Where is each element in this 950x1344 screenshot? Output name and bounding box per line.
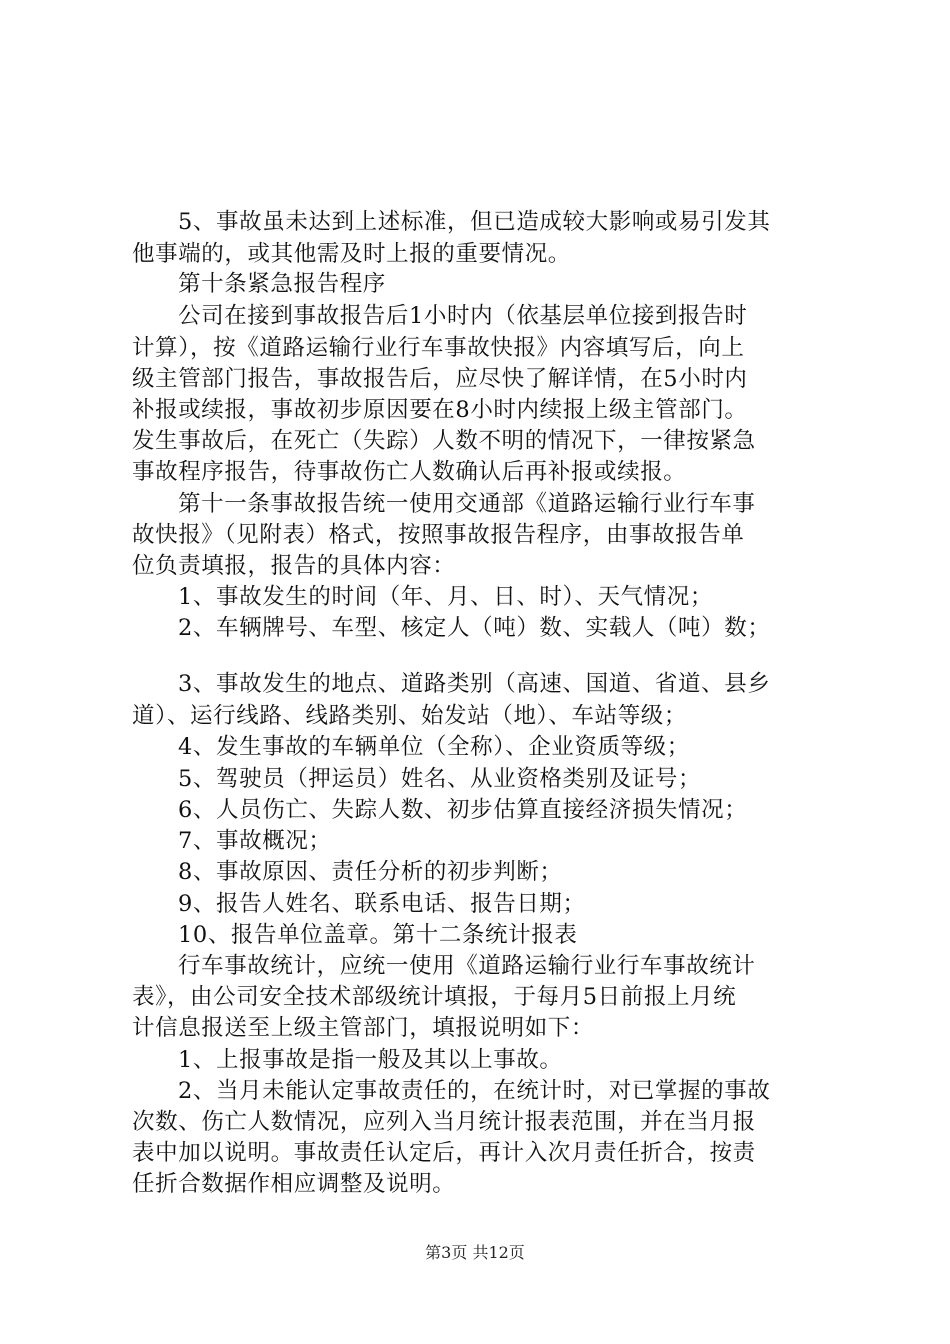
text-line: 故快报》（见附表）格式，按照事故报告程序，由事故报告单 xyxy=(132,522,745,548)
list-item: 5、驾驶员（押运员）姓名、从业资格类别及证号； xyxy=(178,766,702,792)
list-item: 7、事故概况； xyxy=(178,828,332,854)
text-line: 计算），按《道路运输行业行车事故快报》内容填写后，向上 xyxy=(132,335,745,361)
text-line: 级主管部门报告，事故报告后，应尽快了解详情，在5小时内 xyxy=(132,366,748,392)
text-line: 公司在接到事故报告后1小时内（依基层单位接到报告时 xyxy=(178,303,748,329)
text-line: 位负责填报，报告的具体内容： xyxy=(132,553,456,579)
text-line: 他事端的，或其他需及时上报的重要情况。 xyxy=(132,241,571,267)
list-item: 9、报告人姓名、联系电话、报告日期； xyxy=(178,891,586,917)
text-line: 表》，由公司安全技术部级统计填报，于每月5日前报上月统 xyxy=(132,984,737,1010)
text-line: 次数、伤亡人数情况，应列入当月统计报表范围，并在当月报 xyxy=(132,1109,756,1135)
text-line: 任折合数据作相应调整及说明。 xyxy=(132,1171,456,1197)
page-number: 第3页 共12页 xyxy=(425,1243,525,1262)
section-heading: 第十条紧急报告程序 xyxy=(178,271,386,297)
text-line: 第十一条事故报告统一使用交通部《道路运输行业行车事 xyxy=(178,491,756,517)
list-item: 6、人员伤亡、失踪人数、初步估算直接经济损失情况； xyxy=(178,797,748,823)
list-item: 3、事故发生的地点、道路类别（高速、国道、省道、县乡 xyxy=(178,671,771,697)
list-item: 10、报告单位盖章。第十二条统计报表 xyxy=(178,922,578,948)
list-item: 8、事故原因、责任分析的初步判断； xyxy=(178,859,563,885)
text-line: 行车事故统计，应统一使用《道路运输行业行车事故统计 xyxy=(178,953,756,979)
text-line: 计信息报送至上级主管部门，填报说明如下： xyxy=(132,1015,595,1041)
list-item: 2、车辆牌号、车型、核定人（吨）数、实载人（吨）数； xyxy=(178,615,771,641)
list-item: 2、当月未能认定事故责任的，在统计时，对已掌握的事故 xyxy=(178,1078,771,1104)
list-item: 1、事故发生的时间（年、月、日、时）、天气情况； xyxy=(178,584,713,610)
list-item: 4、发生事故的车辆单位（全称）、企业资质等级； xyxy=(178,734,690,760)
text-line: 道）、运行线路、线路类别、始发站（地）、车站等级； xyxy=(132,703,688,729)
text-line: 发生事故后，在死亡（失踪）人数不明的情况下，一律按紧急 xyxy=(132,428,756,454)
text-line: 5、事故虽未达到上述标准，但已造成较大影响或易引发其 xyxy=(178,209,771,235)
text-line: 补报或续报，事故初步原因要在8小时内续报上级主管部门。 xyxy=(132,397,748,423)
text-line: 事故程序报告，待事故伤亡人数确认后再补报或续报。 xyxy=(132,459,687,485)
list-item: 1、上报事故是指一般及其以上事故。 xyxy=(178,1047,563,1073)
text-line: 表中加以说明。事故责任认定后，再计入次月责任折合，按责 xyxy=(132,1140,756,1166)
